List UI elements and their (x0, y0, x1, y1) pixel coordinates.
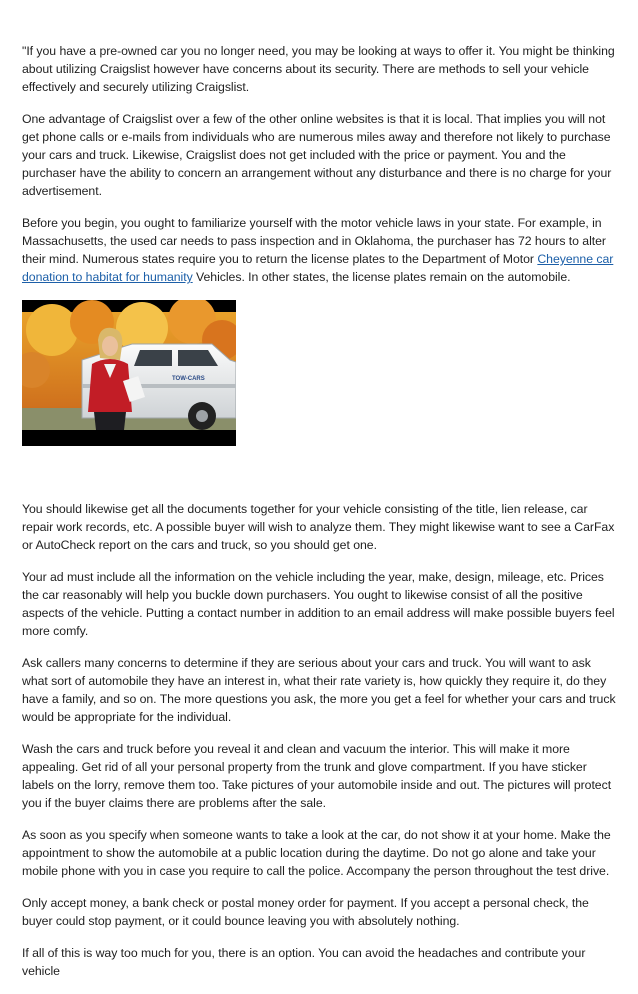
paragraph-documents: You should likewise get all the documents together for your vehicle consisting of the title, lien release, car repair work records, etc. A possible buyer will wish to analyze them. They might likewise want to see a CarFax or AutoCheck report on the cars and truck, so you should get one. (22, 502, 615, 552)
paragraph-callers: Ask callers many concerns to determine if they are serious about your cars and truck. You will want to ask what sort of automobile they have an interest in, what their rate variety is, how quickly they require it, do they have a family, and so on. The more questions you ask, the more you get a feel for whether your cars and truck would be appropriate for the individual. (22, 656, 616, 724)
car-donation-link[interactable]: Cheyenne car donation to habitat for humanity (22, 252, 614, 284)
video-thumbnail[interactable] (22, 300, 236, 446)
paragraph-text: Vehicles. In other states, the license plates remain on the automobile. (192, 270, 571, 284)
paragraph-showing: As soon as you specify when someone wants to take a look at the car, do not show it at your home. Make the appointment to show the automobile at a public location during the daytime. Do not go alone and take your mobile phone with you in case you require to call the police. Accompany the person throughout the test drive. (22, 828, 611, 878)
paragraph-text: Before you begin, you ought to familiarize yourself with the motor vehicle laws in your state. For example, in Massachusetts, the used car needs to pass inspection and in Oklahoma, the purchaser has 72 hours to alter their mind. Numerous states require you to return the license plates to the Department of Motor (22, 216, 606, 266)
paragraph-ad-info: Your ad must include all the information on the vehicle including the year, make, design, mileage, etc. Prices the car reasonably will help you buckle down purchasers. You ought to likewise consist of all the positive aspects of the vehicle. Putting a contact number in addition to an email address will make possible buyers feel more comfy. (22, 570, 615, 638)
paragraph-option: If all of this is way too much for you, there is an option. You can avoid the headaches and contribute your vehicle (22, 946, 586, 978)
paragraph-wash-car: Wash the cars and truck before you reveal it and clean and vacuum the interior. This will make it more appealing. Get rid of all your personal property from the trunk and glove compartment. If you have sticker labels on the lorry, remove them too. Take pictures of your automobile inside and out. The pictures will protect you if the buyer claims there are problems after the sale. (22, 742, 612, 810)
paragraph-vehicle-laws (22, 214, 618, 286)
paragraph-local-advantage: One advantage of Craigslist over a few of the other online websites is that it is local. That implies you will not get phone calls or e-mails from individuals who are numerous miles away and therefore not likely to purchase your cars and truck. Likewise, Craigslist does not get included with the price or payment. You and the purchaser have the ability to concern an arrangement without any disturbance and there is no charge for your advertisement. (22, 112, 612, 198)
paragraph-intro: "If you have a pre-owned car you no longer need, you may be looking at ways to offer it. You might be thinking about utilizing Craigslist however have concerns about its security. There are methods to sell your vehicle effectively and securely utilizing Craigslist. (22, 44, 615, 94)
video-logo-text: TOW-CARS (172, 376, 205, 382)
paragraph-payment: Only accept money, a bank check or postal money order for payment. If you accept a personal check, the buyer could stop payment, or it could bounce leaving you with absolutely nothing. (22, 896, 589, 928)
article-body (22, 42, 618, 994)
video-still-image (22, 300, 236, 446)
